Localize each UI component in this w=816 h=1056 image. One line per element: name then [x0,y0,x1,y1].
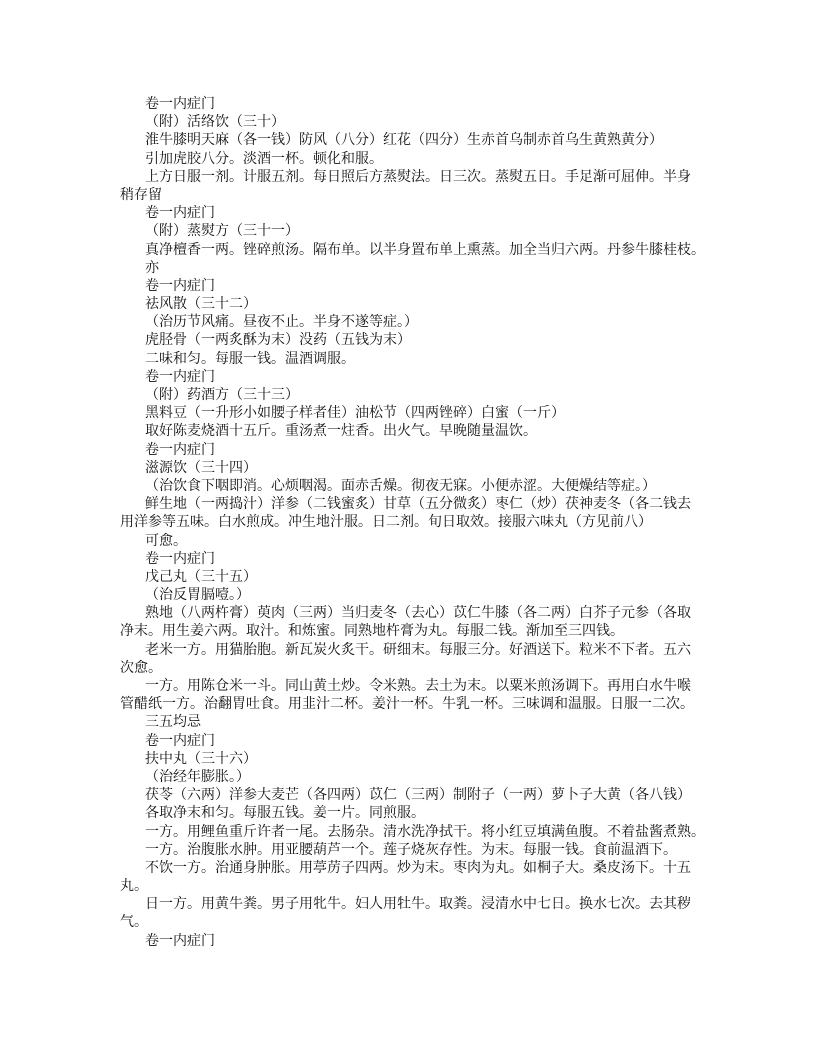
paragraph [120,150,710,168]
text-line: 三五均忌 [145,714,201,731]
paragraph [120,113,710,131]
paragraph [120,313,710,331]
text-line: 用洋参等五味。白水煎成。冲生地汁服。日二剂。旬日取效。接服六味丸（方见前八） [120,514,652,531]
paragraph [120,895,710,931]
paragraph [120,241,710,259]
paragraph [120,222,710,240]
paragraph [120,204,710,222]
text-line: 茯苓（六两）洋参大麦芒（各四两）苡仁（三两）制附子（一两）萝卜子大黄（各八钱） [145,787,691,804]
paragraph [120,750,710,768]
text-line: 二味和匀。每服一钱。温酒调服。 [145,350,355,367]
text-line: 滋源饮（三十四） [145,459,257,476]
text-line: 鲜生地（一两捣汁）洋参（二钱蜜炙）甘草（五分微炙）枣仁（炒）茯神麦冬（各二钱去 [145,496,691,513]
text-line: 卷一内症门 [145,205,215,222]
text-line: （治饮食下咽即消。心烦咽渴。面赤舌燥。彻夜无寐。小便赤涩。大便燥结等症。） [145,477,656,494]
text-line: 熟地（八两杵膏）萸肉（三两）当归麦冬（去心）苡仁牛膝（各二两）白芥子元参（各取 [145,605,691,622]
text-line: 气。 [120,914,148,931]
text-line: 上方日服一剂。计服五剂。每日照后方蒸熨法。日三次。蒸熨五日。手足渐可屈伸。半身 [145,168,691,185]
paragraph [120,823,710,841]
text-line: 虎胫骨（一两炙酥为末）没药（五钱为末） [145,332,411,349]
paragraph [120,95,710,113]
text-line: 祛风散（三十二） [145,296,257,313]
paragraph [120,459,710,477]
text-line: 可愈。 [145,532,187,549]
text-line: 扶中丸（三十六） [145,750,257,767]
paragraph [120,386,710,404]
text-line: 丸。 [120,878,148,895]
text-line: 日一方。用黄牛粪。男子用牝牛。妇人用牡牛。取粪。浸清水中七日。换水七次。去其秽 [145,896,691,913]
paragraph [120,404,710,422]
text-line: 卷一内症门 [145,277,215,294]
text-line: 一方。治腹胀水肿。用亚腰葫芦一个。莲子烧灰存性。为末。每服一钱。食前温酒下。 [145,841,677,858]
text-line: 净末。用生姜六两。取汁。和炼蜜。同熟地杵膏为丸。每服二钱。渐加至三四钱。 [120,623,624,640]
text-line: 卷一内症门 [145,368,215,385]
paragraph [120,732,710,750]
text-line: 卷一内症门 [145,96,215,112]
text-line: 卷一内症门 [145,441,215,458]
text-line: 一方。用陈仓米一斗。同山黄土炒。令米熟。去土为末。以粟米煎汤调下。再用白水牛喉 [145,678,691,694]
paragraph [120,768,710,786]
paragraph [120,841,710,859]
text-line: 不饮一方。治通身肿胀。用葶苈子四两。炒为末。枣肉为丸。如桐子大。桑皮汤下。十五 [145,859,691,876]
paragraph [120,331,710,349]
text-line: （附）药酒方（三十三） [145,387,299,403]
paragraph [120,532,710,550]
text-line: （治历节风痛。昼夜不止。半身不遂等症。） [145,314,418,331]
text-line: 卷一内症门 [145,550,215,567]
paragraph [120,277,710,295]
text-line: 老米一方。用猫胎胞。新瓦炭火炙干。研细末。每服三分。好酒送下。粒米不下者。五六 [145,641,691,658]
paragraph [120,804,710,822]
paragraph [120,422,710,440]
paragraph [120,259,710,277]
paragraph [120,586,710,604]
paragraph [120,477,710,495]
paragraph [120,641,710,677]
paragraph [120,441,710,459]
text-line: （附）活络饮（三十） [145,114,285,131]
text-line: 戊己丸（三十五） [145,568,257,585]
paragraph [120,568,710,586]
text-line: （治经年膨胀。） [145,768,250,785]
paragraph [120,604,710,640]
text-line: 真净檀香一两。锉碎煎汤。隔布单。以半身置布单上熏蒸。加全当归六两。丹参牛膝桂枝。 [145,241,705,258]
paragraph [120,550,710,568]
text-line: 卷一内症门 [145,932,215,949]
text-line: 管醋纸一方。治翻胃吐食。用韭汁二杯。姜汁一杯。牛乳一杯。三味调和温服。日服一二次。 [120,696,694,713]
text-line: 淮牛膝明天麻（各一钱）防风（八分）红花（四分）生赤首乌制赤首乌生黄熟黄分） [145,132,663,149]
paragraph [120,295,710,313]
paragraph [120,168,710,204]
text-line: 次愈。 [120,659,162,676]
paragraph [120,786,710,804]
paragraph [120,932,710,950]
text-line: 卷一内症门 [145,732,215,749]
paragraph [120,677,710,713]
text-line: 一方。用鲤鱼重斤许者一尾。去肠杂。清水洗净拭干。将小红豆填满鱼腹。不着盐酱煮熟。 [145,823,705,840]
paragraph [120,495,710,531]
text-line: 引加虎胶八分。淡酒一杯。顿化和服。 [145,150,383,167]
text-line: 亦 [145,259,159,276]
text-line: 各取净末和匀。每服五钱。姜一片。同煎服。 [145,805,425,822]
paragraph [120,859,710,895]
paragraph [120,713,710,731]
text-line: 稍存留 [120,186,162,203]
paragraph [120,131,710,149]
document-body [120,95,710,950]
text-line: （附）蒸熨方（三十一） [145,223,299,240]
paragraph [120,368,710,386]
text-line: 取好陈麦烧酒十五斤。重汤煮一炷香。出火气。早晚随量温饮。 [145,423,537,440]
text-line: （治反胃膈噎。） [145,587,250,604]
paragraph [120,350,710,368]
text-line: 黑料豆（一升形小如腰子样者佳）油松节（四两锉碎）白蜜（一斤） [145,405,565,422]
